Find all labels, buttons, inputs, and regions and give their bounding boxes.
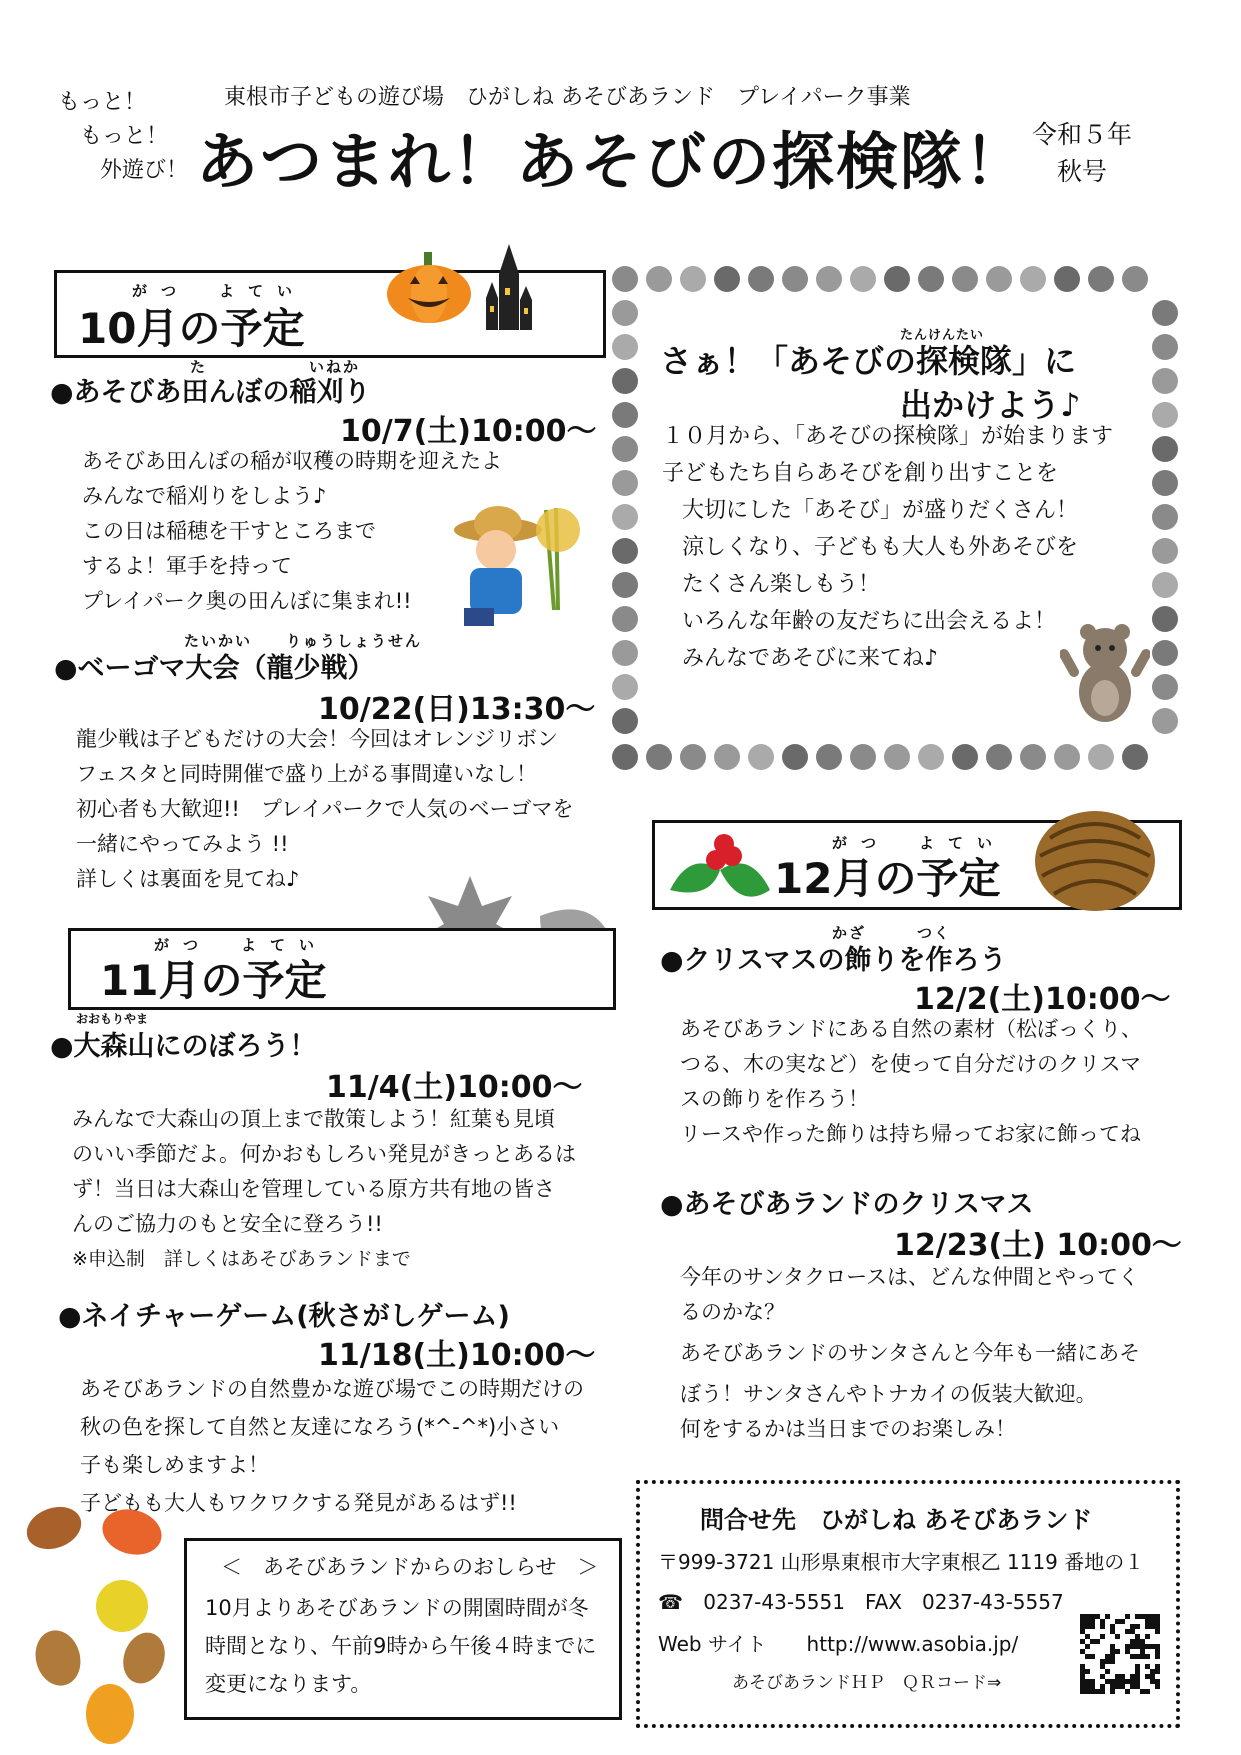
frame-nut-icon — [986, 266, 1012, 292]
farmer-harvesting-icon — [446, 500, 596, 630]
frame-nut-icon — [952, 744, 978, 770]
intro-title-line2: 出かけよう♪ — [900, 386, 1081, 424]
notice-box — [184, 1538, 622, 1720]
frame-nut-icon — [680, 266, 706, 292]
body-line: たくさん楽しもう！ — [682, 572, 881, 597]
frame-nut-icon — [1152, 572, 1178, 598]
frame-nut-icon — [918, 744, 944, 770]
body-line: あそびあランドにある自然の素材（松ぼっくり、 — [680, 1017, 1142, 1041]
body-line: あそびあランドの自然豊かな遊び場でこの時期だけの — [80, 1377, 584, 1401]
frame-nut-icon — [1152, 674, 1178, 700]
frame-nut-icon — [782, 744, 808, 770]
frame-nut-icon — [816, 744, 842, 770]
body-line: フェスタと同時開催で盛り上がる事間違いなし！ — [76, 762, 537, 786]
oct-ev1-ruby: た いねか — [190, 358, 361, 376]
header-side-text — [58, 86, 188, 188]
frame-nut-icon — [612, 436, 638, 462]
dec-event-1-body — [680, 1012, 1142, 1152]
frame-nut-icon — [714, 744, 740, 770]
nov-event-2-title: ●ネイチャーゲーム(秋さがしゲーム) — [58, 1301, 510, 1332]
body-line: みんなであそびに来てね♪ — [682, 646, 939, 671]
frame-nut-icon — [1152, 640, 1178, 666]
october-heading-ruby: がつ よてい — [132, 282, 307, 300]
frame-nut-icon — [1152, 504, 1178, 530]
side-line-2: もっと！ — [80, 124, 169, 149]
castle-icon — [484, 242, 534, 332]
oct-event-1-body — [82, 444, 502, 619]
body-line: 子どもも大人もワクワクする発見があるはず!! — [80, 1491, 517, 1515]
frame-nut-icon — [612, 572, 638, 598]
contact-address: 〒999-3721 山形県東根市大字東根乙 1119 番地の１ — [658, 1550, 1145, 1574]
phone-icon: ☎ — [658, 1590, 683, 1614]
body-line: あそびあランドのサンタさんと今年も一緒にあそ — [680, 1341, 1141, 1365]
contact-box — [636, 1480, 1180, 1728]
frame-nut-icon — [918, 266, 944, 292]
header-subtitle: 東根市子どもの遊び場 ひがしね あそびあランド プレイパーク事業 — [224, 85, 911, 110]
dec-event-2-body — [680, 1260, 1140, 1447]
body-line: ぼう！サンタさんやトナカイの仮装大歓迎。 — [680, 1382, 1097, 1406]
notice-body — [205, 1589, 596, 1703]
frame-nut-icon — [612, 674, 638, 700]
november-heading: 11月の予定 — [100, 956, 327, 1005]
nov-event-2-time: 11/18(土)10:00～ — [318, 1338, 596, 1373]
holly-icon — [660, 830, 780, 920]
frame-nut-icon — [1088, 744, 1114, 770]
body-line: 大切にした「あそび」が盛りだくさん！ — [682, 498, 1079, 523]
intro-title-line1: さぁ！「あそびの探検隊」に — [660, 342, 1077, 380]
frame-nut-icon — [646, 266, 672, 292]
pinecone-icon — [1030, 806, 1160, 916]
oct-event-1-title: ●あそびあ田んぼの稲刈り — [50, 377, 371, 408]
body-line: 時間となり、午前9時から午後４時までに — [205, 1634, 597, 1658]
frame-nut-icon — [816, 266, 842, 292]
nov-event-1-body — [72, 1102, 576, 1277]
frame-nut-icon — [1152, 368, 1178, 394]
frame-nut-icon — [714, 266, 740, 292]
body-line: んのご協力のもと安全に登ろう!! — [72, 1212, 383, 1236]
frame-nut-icon — [612, 538, 638, 564]
body-line: プレイパーク奥の田んぼに集まれ!! — [82, 589, 412, 613]
body-line: 何をするかは当日までのお楽しみ！ — [680, 1417, 1016, 1441]
body-line: この日は稲穂を干すところまで — [82, 519, 376, 543]
frame-nut-icon — [748, 744, 774, 770]
frame-nut-icon — [1088, 266, 1114, 292]
body-line: 変更になります。 — [205, 1672, 372, 1696]
contact-phone: 0237-43-5551 FAX 0237-43-5557 — [703, 1590, 1064, 1614]
contact-qr-note: あそびあランドＨＰ ＱＲコード⇒ — [732, 1673, 1002, 1693]
frame-nut-icon — [1054, 744, 1080, 770]
nov-event-1-time: 11/4(土)10:00～ — [326, 1070, 583, 1105]
body-line: ※申込制 詳しくはあそびあランドまで — [72, 1248, 411, 1270]
frame-nut-icon — [1020, 266, 1046, 292]
nov-ev1-ruby: おおもりやま — [76, 1012, 149, 1026]
body-line: リースや作った飾りは持ち帰ってお家に飾ってね — [680, 1122, 1141, 1146]
body-line: 子どもたち自らあそびを創り出すことを — [662, 461, 1059, 486]
intro-body — [662, 418, 1113, 677]
oct-event-2-title: ●ベーゴマ大会（龍少戦） — [54, 653, 375, 684]
oct-event-2-time: 10/22(日)13:30～ — [318, 692, 596, 727]
dec-event-2-title: ●あそびあランドのクリスマス — [660, 1189, 1034, 1220]
frame-nut-icon — [952, 266, 978, 292]
body-line: するよ！軍手を持って — [82, 554, 292, 578]
notice-title: ＜ あそびあランドからのおしらせ ＞ — [221, 1555, 599, 1579]
body-line: 10月よりあそびあランドの開園時間が冬 — [205, 1596, 589, 1620]
dec-event-1-time: 12/2(土)10:00～ — [914, 982, 1171, 1017]
frame-nut-icon — [1152, 402, 1178, 428]
body-line: 一緒にやってみよう !! — [76, 832, 289, 856]
frame-nut-icon — [884, 744, 910, 770]
body-line: 子も楽しめますよ！ — [80, 1453, 269, 1477]
body-line: のいい季節だよ。何かおもしろい発見がきっとあるは — [72, 1142, 576, 1166]
frame-nut-icon — [646, 744, 672, 770]
oct-event-2-body — [76, 722, 574, 897]
contact-web[interactable]: Web サイト http://www.asobia.jp/ — [658, 1632, 1019, 1656]
frame-nut-icon — [612, 504, 638, 530]
frame-nut-icon — [612, 470, 638, 496]
autumn-leaves-icon — [14, 1488, 174, 1748]
issue-label — [1032, 116, 1132, 190]
pumpkin-icon — [384, 250, 474, 324]
frame-nut-icon — [1122, 744, 1148, 770]
frame-nut-icon — [748, 266, 774, 292]
side-line-1: もっと！ — [58, 90, 147, 115]
frame-nut-icon — [1152, 436, 1178, 462]
frame-nut-icon — [782, 266, 808, 292]
oct-ev2-ruby: たいかい りゅうしょうせん — [184, 632, 423, 650]
frame-nut-icon — [612, 266, 638, 292]
frame-nut-icon — [884, 266, 910, 292]
body-line: るのかな？ — [680, 1300, 785, 1324]
body-line: 詳しくは裏面を見てね♪ — [76, 867, 300, 891]
frame-nut-icon — [612, 402, 638, 428]
frame-nut-icon — [612, 368, 638, 394]
frame-nut-icon — [850, 744, 876, 770]
body-line: あそびあ田んぼの稲が収穫の時期を迎えたよ — [82, 449, 502, 473]
body-line: ず！当日は大森山を管理している原方共有地の皆さ — [72, 1177, 555, 1201]
frame-nut-icon — [1020, 744, 1046, 770]
frame-nut-icon — [1152, 300, 1178, 326]
frame-nut-icon — [1152, 470, 1178, 496]
frame-nut-icon — [612, 640, 638, 666]
frame-nut-icon — [1152, 708, 1178, 734]
page-title: あつまれ！あそびの探検隊！ — [196, 125, 1029, 198]
frame-nut-icon — [1122, 266, 1148, 292]
body-line: みんなで稲刈りをしよう♪ — [82, 484, 327, 508]
frame-nut-icon — [612, 708, 638, 734]
issue-season: 秋号 — [1057, 157, 1108, 186]
dec-ev1-ruby: かざ つく — [832, 924, 952, 942]
frame-nut-icon — [986, 744, 1012, 770]
body-line: 今年のサンタクロースは、どんな仲間とやってく — [680, 1265, 1140, 1289]
body-line: いろんな年齢の友だちに出会えるよ！ — [682, 609, 1057, 634]
body-line: 涼しくなり、子どもも大人も外あそびを — [682, 535, 1079, 560]
bear-icon — [1060, 620, 1150, 730]
nov-event-1-title: ●大森山にのぼろう！ — [50, 1031, 317, 1062]
dec-event-1-title: ●クリスマスの飾りを作ろう — [660, 945, 1007, 976]
frame-nut-icon — [1152, 334, 1178, 360]
body-line: 龍少戦は子どもだけの大会！今回はオレンジリボン — [76, 727, 558, 751]
body-line: １０月から、「あそびの探検隊」が始まります — [662, 424, 1114, 449]
december-heading: 12月の予定 — [774, 854, 1001, 903]
contact-title: 問合せ先 ひがしね あそびあランド — [700, 1506, 1093, 1534]
frame-nut-icon — [612, 606, 638, 632]
december-heading-ruby: がつ よてい — [832, 834, 1007, 852]
body-line: つる、木の実など）を使って自分だけのクリスマ — [680, 1052, 1142, 1076]
side-line-3: 外遊び！ — [100, 158, 189, 183]
frame-nut-icon — [850, 266, 876, 292]
frame-nut-icon — [612, 334, 638, 360]
frame-nut-icon — [612, 744, 638, 770]
intro-ruby: たんけんたい — [900, 328, 985, 343]
october-heading: 10月の予定 — [78, 304, 305, 353]
contact-phone-row — [658, 1586, 1064, 1615]
frame-nut-icon — [1054, 266, 1080, 292]
body-line: 秋の色を探して自然と友達になろう(*^-^*)小さい — [80, 1415, 560, 1439]
frame-nut-icon — [680, 744, 706, 770]
qr-code-icon[interactable] — [1080, 1614, 1160, 1694]
november-heading-ruby: がつ よてい — [154, 936, 329, 954]
issue-year: 令和５年 — [1032, 120, 1133, 149]
frame-nut-icon — [1152, 606, 1178, 632]
body-line: スの飾りを作ろう！ — [680, 1087, 869, 1111]
frame-nut-icon — [1152, 538, 1178, 564]
body-line: みんなで大森山の頂上まで散策しよう！紅葉も見頃 — [72, 1107, 555, 1131]
body-line: 初心者も大歓迎!! プレイパークで人気のベーゴマを — [76, 797, 574, 821]
dec-event-2-time: 12/23(土) 10:00～ — [894, 1228, 1182, 1263]
frame-nut-icon — [612, 300, 638, 326]
oct-event-1-time: 10/7(土)10:00～ — [340, 414, 597, 449]
